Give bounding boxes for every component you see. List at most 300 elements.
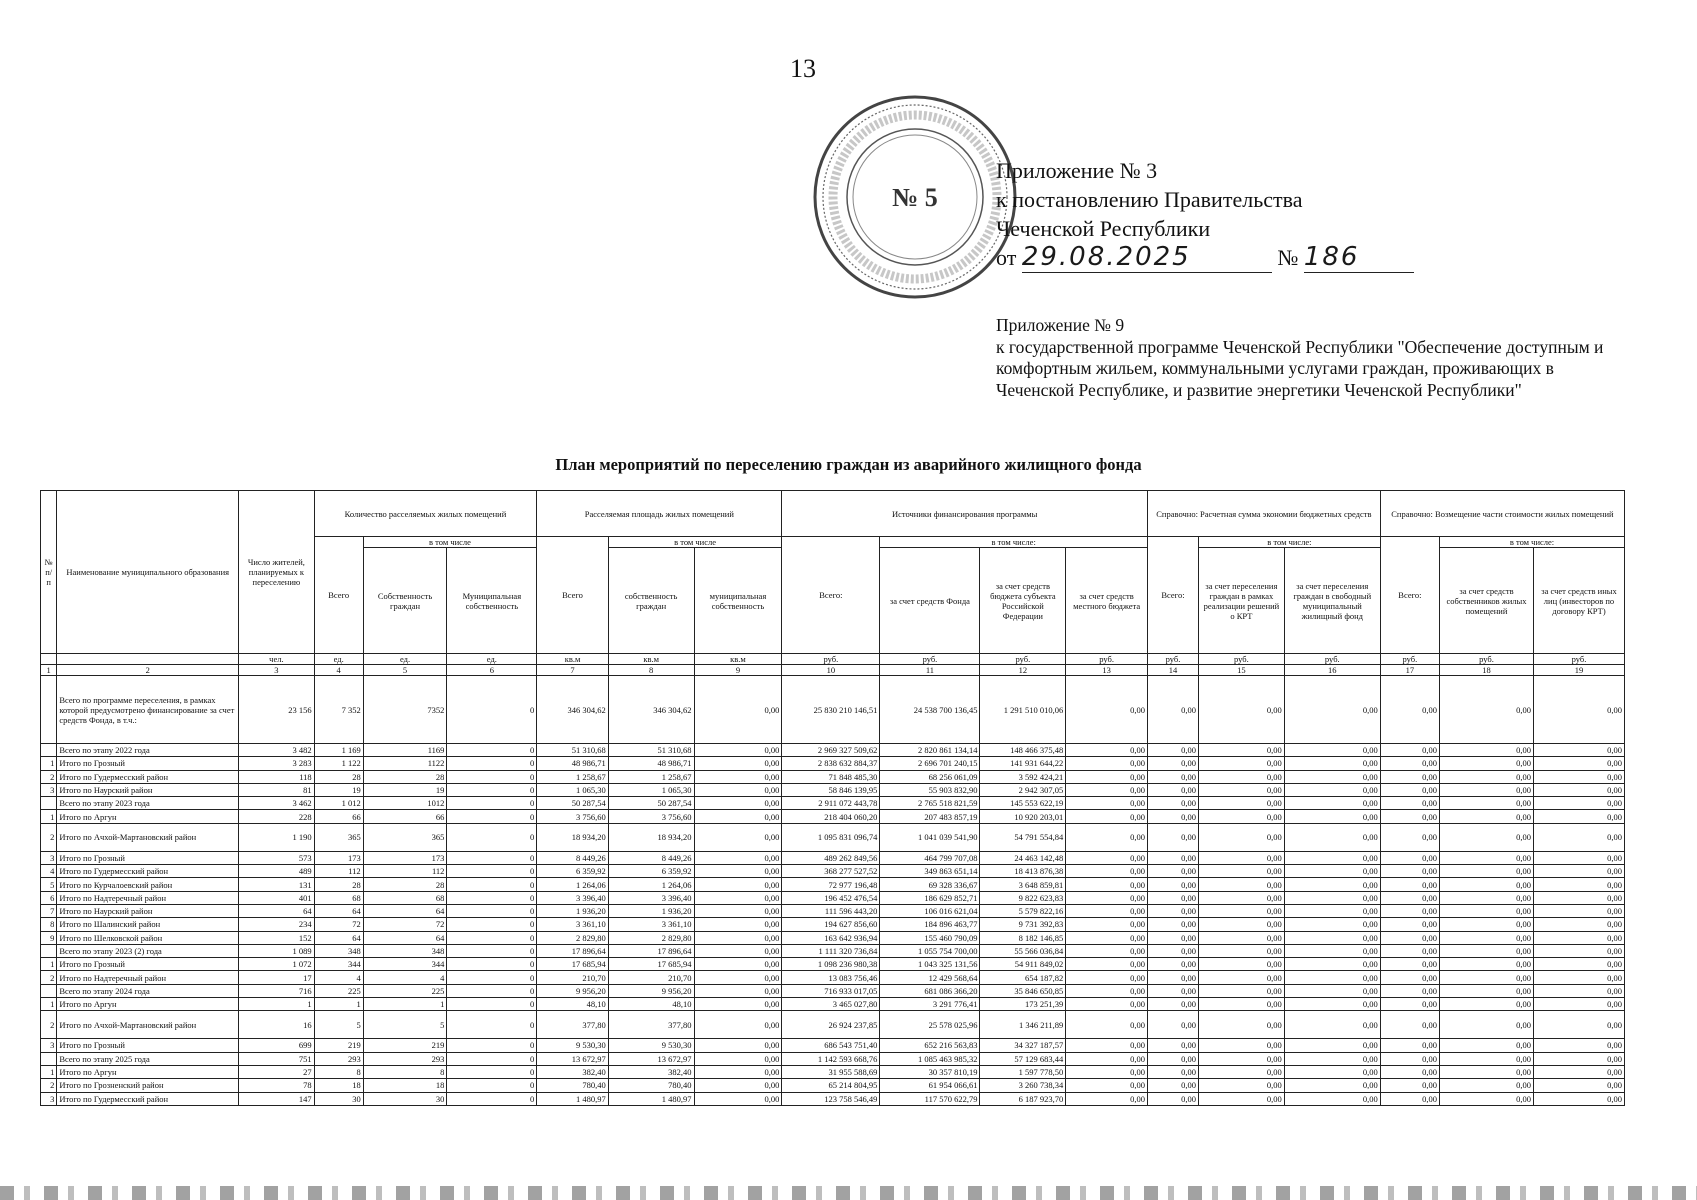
value-cell: 0,00 <box>694 783 782 796</box>
column-number-cell: 9 <box>694 665 782 676</box>
value-cell: 0,00 <box>1380 878 1439 891</box>
value-cell: 0,00 <box>1533 797 1624 810</box>
value-cell: 81 <box>239 783 315 796</box>
value-cell: 0,00 <box>1440 971 1534 984</box>
value-cell: 64 <box>314 931 363 944</box>
value-cell: 0,00 <box>694 744 782 757</box>
value-cell: 0,00 <box>1284 944 1380 957</box>
value-cell: 573 <box>239 851 315 864</box>
value-cell: 365 <box>363 823 447 851</box>
value-cell: 0,00 <box>1533 823 1624 851</box>
value-cell: 9 956,20 <box>608 984 694 997</box>
attachment-3-line1: Приложение № 3 <box>996 158 1158 183</box>
value-cell: 0 <box>447 904 537 917</box>
value-cell: 12 429 568,64 <box>880 971 980 984</box>
value-cell: 0,00 <box>1066 1052 1148 1065</box>
value-cell: 0,00 <box>1380 770 1439 783</box>
value-cell: 0,00 <box>694 931 782 944</box>
municipality-name: Итого по Ачхой-Мартановский район <box>57 1011 239 1039</box>
value-cell: 0,00 <box>1284 1079 1380 1092</box>
value-cell: 2 911 072 443,78 <box>782 797 880 810</box>
value-cell: 1 089 <box>239 944 315 957</box>
value-cell: 0,00 <box>1199 1065 1285 1078</box>
value-cell: 24 538 700 136,45 <box>880 676 980 744</box>
value-cell: 148 466 375,48 <box>980 744 1066 757</box>
value-cell: 0,00 <box>1199 958 1285 971</box>
value-cell: 0,00 <box>1533 1092 1624 1105</box>
value-cell: 9 956,20 <box>537 984 608 997</box>
official-seal <box>810 92 1020 302</box>
value-cell: 19 <box>314 783 363 796</box>
value-cell: 173 <box>363 851 447 864</box>
value-cell: 6 187 923,70 <box>980 1092 1066 1105</box>
value-cell: 0,00 <box>1147 971 1198 984</box>
value-cell: 0,00 <box>1066 865 1148 878</box>
value-cell: 0,00 <box>1440 878 1534 891</box>
row-number: 4 <box>41 865 57 878</box>
value-cell: 141 931 644,22 <box>980 757 1066 770</box>
value-cell: 0 <box>447 1052 537 1065</box>
value-cell: 0,00 <box>1147 904 1198 917</box>
value-cell: 0,00 <box>1066 851 1148 864</box>
row-number <box>41 984 57 997</box>
value-cell: 54 791 554,84 <box>980 823 1066 851</box>
value-cell: 0,00 <box>1440 944 1534 957</box>
value-cell: 0,00 <box>1284 918 1380 931</box>
municipality-name: Итого по Грозненский район <box>57 1079 239 1092</box>
municipality-name: Итого по Надтеречный район <box>57 971 239 984</box>
value-cell: 13 083 756,46 <box>782 971 880 984</box>
table-row <box>41 1079 1625 1092</box>
header-free-fund: за счет переселения граждан в свободный муниципальный жилищный фонд <box>1284 548 1380 654</box>
value-cell: 184 896 463,77 <box>880 918 980 931</box>
value-cell: 0 <box>447 865 537 878</box>
value-cell: 0,00 <box>1440 865 1534 878</box>
value-cell: 0,00 <box>1199 984 1285 997</box>
value-cell: 0,00 <box>694 998 782 1011</box>
value-cell: 1 480,97 <box>537 1092 608 1105</box>
value-cell: 382,40 <box>608 1065 694 1078</box>
value-cell: 0,00 <box>1284 757 1380 770</box>
value-cell: 0,00 <box>1440 1079 1534 1092</box>
attachment-9-title: Приложение № 9 <box>996 315 1125 335</box>
value-cell: 0,00 <box>1147 783 1198 796</box>
value-cell: 0,00 <box>1440 770 1534 783</box>
value-cell: 0,00 <box>1066 744 1148 757</box>
value-cell: 31 955 588,69 <box>782 1065 880 1078</box>
value-cell: 0,00 <box>1284 1039 1380 1052</box>
value-cell: 9 530,30 <box>608 1039 694 1052</box>
column-number-cell: 11 <box>880 665 980 676</box>
plan-title: План мероприятий по переселению граждан из аварийного жилищного фонда <box>555 455 1142 474</box>
value-cell: 68 256 061,09 <box>880 770 980 783</box>
value-cell: 68 <box>314 891 363 904</box>
value-cell: 68 <box>363 891 447 904</box>
value-cell: 17 896,64 <box>537 944 608 957</box>
value-cell: 0,00 <box>1533 1079 1624 1092</box>
value-cell: 225 <box>314 984 363 997</box>
value-cell: 64 <box>363 931 447 944</box>
value-cell: 382,40 <box>537 1065 608 1078</box>
value-cell: 0,00 <box>1380 797 1439 810</box>
value-cell: 26 924 237,85 <box>782 1011 880 1039</box>
column-number-cell: 15 <box>1199 665 1285 676</box>
unit-cell: руб. <box>782 654 880 665</box>
value-cell: 48,10 <box>608 998 694 1011</box>
municipality-name: Всего по этапу 2023 (2) года <box>57 944 239 957</box>
value-cell: 293 <box>363 1052 447 1065</box>
value-cell: 8 <box>363 1065 447 1078</box>
value-cell: 16 <box>239 1011 315 1039</box>
value-cell: 0,00 <box>1533 1065 1624 1078</box>
table-row <box>41 1052 1625 1065</box>
value-cell: 0,00 <box>1533 998 1624 1011</box>
value-cell: 9 530,30 <box>537 1039 608 1052</box>
value-cell: 0,00 <box>1284 878 1380 891</box>
value-cell: 0,00 <box>1066 810 1148 823</box>
value-cell: 0,00 <box>1147 1052 1198 1065</box>
table-row <box>41 797 1625 810</box>
table-row <box>41 823 1625 851</box>
value-cell: 0,00 <box>1147 770 1198 783</box>
date-prefix: от <box>996 245 1017 270</box>
value-cell: 5 <box>314 1011 363 1039</box>
value-cell: 1 264,06 <box>537 878 608 891</box>
value-cell: 349 863 651,14 <box>880 865 980 878</box>
value-cell: 0,00 <box>1199 757 1285 770</box>
municipality-name: Всего по программе переселения, в рамках которой предусмотрено финансирование за счет средств Фонда, в т.ч.: <box>57 676 239 744</box>
value-cell: 0,00 <box>1380 1092 1439 1105</box>
value-cell: 1 258,67 <box>608 770 694 783</box>
value-cell: 0 <box>447 1065 537 1078</box>
value-cell: 1 098 236 980,38 <box>782 958 880 971</box>
attachment-3-line2: к постановлению Правительства <box>996 187 1303 212</box>
value-cell: 17 896,64 <box>608 944 694 957</box>
value-cell: 35 846 650,85 <box>980 984 1066 997</box>
value-cell: 0 <box>447 823 537 851</box>
value-cell: 0,00 <box>1440 1052 1534 1065</box>
column-number-cell: 5 <box>363 665 447 676</box>
header-own-citizens: Собственность граждан <box>363 548 447 654</box>
unit-cell: руб. <box>980 654 1066 665</box>
value-cell: 0,00 <box>1533 918 1624 931</box>
value-cell: 17 <box>239 971 315 984</box>
value-cell: 0,00 <box>1147 931 1198 944</box>
municipality-name: Итого по Грозный <box>57 851 239 864</box>
value-cell: 0,00 <box>1533 931 1624 944</box>
value-cell: 489 262 849,56 <box>782 851 880 864</box>
value-cell: 0,00 <box>1066 878 1148 891</box>
value-cell: 1012 <box>363 797 447 810</box>
unit-cell: руб. <box>1066 654 1148 665</box>
header-count-group: Количество расселяемых жилых помещений <box>314 491 537 537</box>
value-cell: 8 449,26 <box>608 851 694 864</box>
municipality-name: Итого по Аргун <box>57 810 239 823</box>
value-cell: 2 969 327 509,62 <box>782 744 880 757</box>
value-cell: 17 685,94 <box>537 958 608 971</box>
value-cell: 0,00 <box>694 1079 782 1092</box>
scan-edge-artifact <box>0 1186 1697 1200</box>
value-cell: 0,00 <box>1199 810 1285 823</box>
value-cell: 0,00 <box>1199 1039 1285 1052</box>
value-cell: 51 310,68 <box>608 744 694 757</box>
table-row <box>41 676 1625 744</box>
value-cell: 2 765 518 821,59 <box>880 797 980 810</box>
seal-number: № 5 <box>892 183 938 212</box>
unit-cell: руб. <box>1147 654 1198 665</box>
value-cell: 0,00 <box>694 770 782 783</box>
value-cell: 0,00 <box>1284 676 1380 744</box>
value-cell: 8 449,26 <box>537 851 608 864</box>
header-reimb-incl: в том числе: <box>1440 537 1625 548</box>
value-cell: 0,00 <box>1380 1039 1439 1052</box>
value-cell: 0,00 <box>1533 1052 1624 1065</box>
row-number: 2 <box>41 770 57 783</box>
value-cell: 9 731 392,83 <box>980 918 1066 931</box>
row-number <box>41 944 57 957</box>
column-number-cell: 14 <box>1147 665 1198 676</box>
value-cell: 0,00 <box>1380 1079 1439 1092</box>
value-cell: 1 043 325 131,56 <box>880 958 980 971</box>
header-finance-incl: в том числе: <box>880 537 1148 548</box>
row-number: 2 <box>41 1011 57 1039</box>
column-number-cell: 6 <box>447 665 537 676</box>
table-row <box>41 998 1625 1011</box>
value-cell: 344 <box>314 958 363 971</box>
municipality-name: Всего по этапу 2023 года <box>57 797 239 810</box>
value-cell: 3 756,60 <box>537 810 608 823</box>
value-cell: 0,00 <box>1066 918 1148 931</box>
value-cell: 5 <box>363 1011 447 1039</box>
attachment-3-line3: Чеченской Республики <box>996 216 1211 241</box>
value-cell: 2 829,80 <box>608 931 694 944</box>
value-cell: 0,00 <box>1284 823 1380 851</box>
value-cell: 348 <box>314 944 363 957</box>
value-cell: 0,00 <box>1066 958 1148 971</box>
value-cell: 0,00 <box>1440 931 1534 944</box>
header-savings-group: Справочно: Расчетная сумма экономии бюджетных средств <box>1147 491 1380 537</box>
column-number-cell: 3 <box>239 665 315 676</box>
header-savings-incl: в том числе: <box>1199 537 1381 548</box>
value-cell: 0,00 <box>1199 918 1285 931</box>
column-number-cell: 4 <box>314 665 363 676</box>
value-cell: 0,00 <box>1380 918 1439 931</box>
value-cell: 0,00 <box>1147 1079 1198 1092</box>
value-cell: 0,00 <box>1380 944 1439 957</box>
row-number <box>41 744 57 757</box>
value-cell: 23 156 <box>239 676 315 744</box>
value-cell: 0,00 <box>1147 984 1198 997</box>
value-cell: 112 <box>314 865 363 878</box>
header-area-group: Расселяемая площадь жилых помещений <box>537 491 782 537</box>
value-cell: 0,00 <box>1066 1011 1148 1039</box>
header-area-total: Всего <box>537 537 608 654</box>
column-number-cell: 17 <box>1380 665 1439 676</box>
value-cell: 1 <box>363 998 447 1011</box>
value-cell: 3 396,40 <box>537 891 608 904</box>
value-cell: 0 <box>447 676 537 744</box>
value-cell: 0,00 <box>694 865 782 878</box>
value-cell: 1 264,06 <box>608 878 694 891</box>
value-cell: 0,00 <box>1199 1079 1285 1092</box>
value-cell: 0,00 <box>694 944 782 957</box>
table-row <box>41 1092 1625 1105</box>
value-cell: 0,00 <box>1380 676 1439 744</box>
value-cell: 0 <box>447 1039 537 1052</box>
value-cell: 0,00 <box>1440 783 1534 796</box>
value-cell: 0,00 <box>1440 998 1534 1011</box>
value-cell: 0,00 <box>1533 904 1624 917</box>
resettlement-plan-table <box>40 490 1625 1106</box>
value-cell: 50 287,54 <box>608 797 694 810</box>
value-cell: 780,40 <box>537 1079 608 1092</box>
value-cell: 293 <box>314 1052 363 1065</box>
value-cell: 0,00 <box>1199 823 1285 851</box>
column-number-cell: 19 <box>1533 665 1624 676</box>
value-cell: 1 346 211,89 <box>980 1011 1066 1039</box>
value-cell: 0,00 <box>1284 1011 1380 1039</box>
column-number-cell: 7 <box>537 665 608 676</box>
value-cell: 0 <box>447 971 537 984</box>
value-cell: 17 685,94 <box>608 958 694 971</box>
value-cell: 0,00 <box>694 878 782 891</box>
value-cell: 780,40 <box>608 1079 694 1092</box>
value-cell: 1122 <box>363 757 447 770</box>
value-cell: 0,00 <box>1199 1011 1285 1039</box>
value-cell: 0,00 <box>1380 998 1439 1011</box>
value-cell: 173 <box>314 851 363 864</box>
row-number: 9 <box>41 931 57 944</box>
row-number: 1 <box>41 958 57 971</box>
value-cell: 4 <box>363 971 447 984</box>
value-cell: 1 095 831 096,74 <box>782 823 880 851</box>
value-cell: 0,00 <box>1199 944 1285 957</box>
value-cell: 0,00 <box>1066 1092 1148 1105</box>
table-row <box>41 744 1625 757</box>
value-cell: 348 <box>363 944 447 957</box>
value-cell: 0,00 <box>1284 810 1380 823</box>
unit-cell: чел. <box>239 654 315 665</box>
value-cell: 0,00 <box>694 958 782 971</box>
value-cell: 0 <box>447 878 537 891</box>
value-cell: 3 361,10 <box>608 918 694 931</box>
value-cell: 0,00 <box>1066 904 1148 917</box>
value-cell: 0,00 <box>1199 1092 1285 1105</box>
header-krt: за счет переселения граждан в рамках реализации решений о КРТ <box>1199 548 1285 654</box>
value-cell: 64 <box>363 904 447 917</box>
value-cell: 0,00 <box>1533 757 1624 770</box>
value-cell: 5 579 822,16 <box>980 904 1066 917</box>
value-cell: 117 570 622,79 <box>880 1092 980 1105</box>
unit-cell <box>57 654 239 665</box>
unit-cell: кв.м <box>608 654 694 665</box>
value-cell: 0,00 <box>1533 984 1624 997</box>
value-cell: 699 <box>239 1039 315 1052</box>
value-cell: 78 <box>239 1079 315 1092</box>
value-cell: 0,00 <box>1380 971 1439 984</box>
value-cell: 0 <box>447 770 537 783</box>
value-cell: 0,00 <box>1533 810 1624 823</box>
value-cell: 0,00 <box>1533 783 1624 796</box>
value-cell: 145 553 622,19 <box>980 797 1066 810</box>
table-row <box>41 878 1625 891</box>
value-cell: 0,00 <box>1199 676 1285 744</box>
value-cell: 0 <box>447 931 537 944</box>
value-cell: 0 <box>447 944 537 957</box>
value-cell: 207 483 857,19 <box>880 810 980 823</box>
value-cell: 0,00 <box>1284 1092 1380 1105</box>
value-cell: 0 <box>447 958 537 971</box>
municipality-name: Итого по Грозный <box>57 958 239 971</box>
value-cell: 30 357 810,19 <box>880 1065 980 1078</box>
value-cell: 64 <box>239 904 315 917</box>
value-cell: 0,00 <box>1147 851 1198 864</box>
value-cell: 0,00 <box>1066 676 1148 744</box>
attachment-3-block <box>996 156 1414 273</box>
value-cell: 0,00 <box>694 676 782 744</box>
value-cell: 106 016 621,04 <box>880 904 980 917</box>
row-number: 1 <box>41 810 57 823</box>
value-cell: 3 482 <box>239 744 315 757</box>
unit-cell: руб. <box>1533 654 1624 665</box>
value-cell: 0 <box>447 984 537 997</box>
value-cell: 0,00 <box>1147 958 1198 971</box>
table-row <box>41 783 1625 796</box>
unit-cell <box>41 654 57 665</box>
value-cell: 48,10 <box>537 998 608 1011</box>
value-cell: 0,00 <box>1380 1052 1439 1065</box>
value-cell: 0,00 <box>1199 797 1285 810</box>
value-cell: 0,00 <box>694 1039 782 1052</box>
unit-cell: ед. <box>447 654 537 665</box>
units-row <box>41 654 1625 665</box>
value-cell: 0,00 <box>1147 810 1198 823</box>
value-cell: 0,00 <box>1284 904 1380 917</box>
value-cell: 0,00 <box>1066 891 1148 904</box>
value-cell: 0 <box>447 1092 537 1105</box>
value-cell: 57 129 683,44 <box>980 1052 1066 1065</box>
value-cell: 0,00 <box>1284 891 1380 904</box>
value-cell: 0 <box>447 851 537 864</box>
value-cell: 0,00 <box>1284 744 1380 757</box>
value-cell: 163 642 936,94 <box>782 931 880 944</box>
value-cell: 0,00 <box>1066 823 1148 851</box>
header-savings-total: Всего: <box>1147 537 1198 654</box>
value-cell: 210,70 <box>608 971 694 984</box>
table-row <box>41 757 1625 770</box>
value-cell: 173 251,39 <box>980 998 1066 1011</box>
unit-cell: руб. <box>880 654 980 665</box>
value-cell: 0,00 <box>1533 865 1624 878</box>
value-cell: 0,00 <box>1147 823 1198 851</box>
unit-cell: кв.м <box>537 654 608 665</box>
value-cell: 0,00 <box>1284 851 1380 864</box>
unit-cell: руб. <box>1440 654 1534 665</box>
value-cell: 0,00 <box>1066 757 1148 770</box>
value-cell: 0,00 <box>694 1092 782 1105</box>
value-cell: 464 799 707,08 <box>880 851 980 864</box>
value-cell: 0,00 <box>694 1065 782 1078</box>
value-cell: 1 936,20 <box>537 904 608 917</box>
column-number-cell: 13 <box>1066 665 1148 676</box>
value-cell: 377,80 <box>608 1011 694 1039</box>
column-number-cell: 10 <box>782 665 880 676</box>
value-cell: 0,00 <box>1440 676 1534 744</box>
municipality-name: Итого по Гудермесский район <box>57 865 239 878</box>
value-cell: 3 592 424,21 <box>980 770 1066 783</box>
value-cell: 18 <box>314 1079 363 1092</box>
value-cell: 1 012 <box>314 797 363 810</box>
